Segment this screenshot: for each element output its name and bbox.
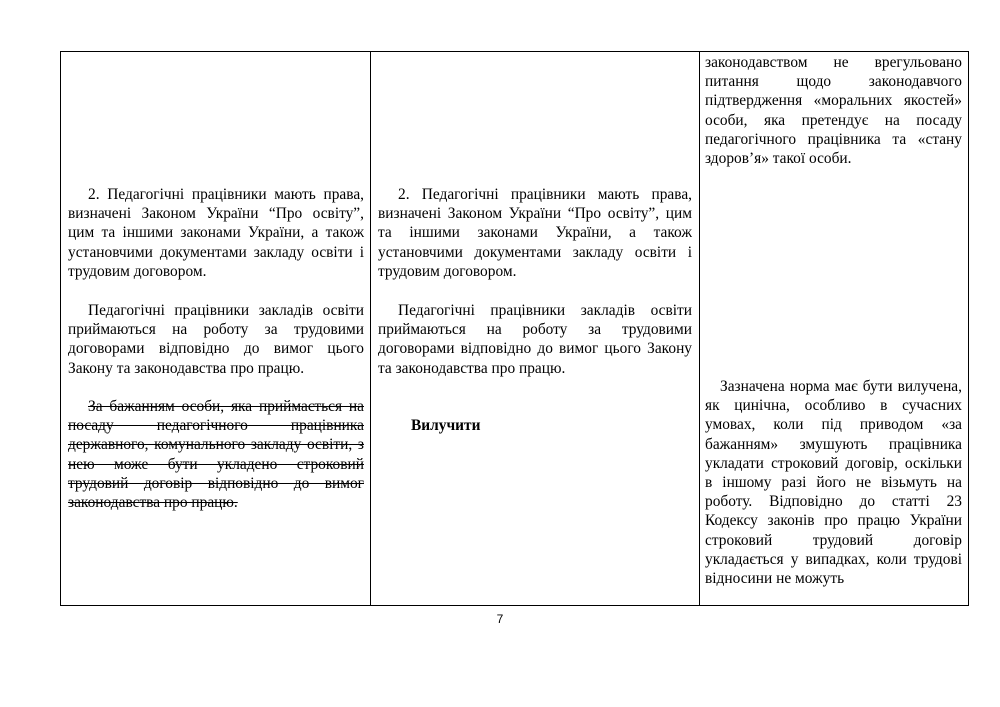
proposed-text-paragraph-employment: Педагогічні працівники закладів освіти приймаються на роботу за трудовими договорами відповідно до вимог цього Закону та законодавства про працю.	[378, 302, 692, 377]
column-justification	[700, 52, 970, 605]
current-text-paragraph-rights: 2. Педагогічні працівники мають права, визначені Законом України “Про освіту”, цим та іншими законами України, а також установчими документами закладу освіти і трудовим договором.	[68, 186, 364, 280]
comparison-table	[60, 51, 969, 606]
justification-paragraph-main: Зазначена норма має бути вилучена, як цинічна, особливо в сучасних умовах, коли під приводом «за бажанням» змушують працівника укладати строковий договір, оскільки в іншому разі його не візьмуть на роботу. Відповідно до статті 23 Кодексу законів про працю України строковий трудовий договір укладається у випадках, коли трудові відносини не можуть	[705, 378, 962, 588]
column-proposed-text	[371, 52, 700, 605]
remove-instruction: Вилучити	[411, 417, 481, 434]
justification-paragraph-continuation: законодавством не врегульовано питання щодо законодавчого підтвердження «моральних якостей» особи, яка претендує на посаду педагогічного працівника та «стану здоров’я» такої особи.	[705, 54, 962, 168]
page-number: 7	[496, 612, 504, 626]
column-current-text	[61, 52, 371, 605]
proposed-text-paragraph-rights: 2. Педагогічні працівники мають права, визначені Законом України “Про освіту”, цим та іншими законами України, а також установчими документами закладу освіти і трудовим договором.	[378, 186, 692, 280]
current-text-paragraph-employment: Педагогічні працівники закладів освіти приймаються на роботу за трудовими договорами відповідно до вимог цього Закону та законодавства про працю.	[68, 302, 364, 377]
current-text-struck-paragraph: За бажанням особи, яка приймається на посаду педагогічного працівника державного, комунального закладу освіти, з нею може бути укладено строковий трудовий договір відповідно до вимог законодавства про працю.	[68, 398, 364, 512]
